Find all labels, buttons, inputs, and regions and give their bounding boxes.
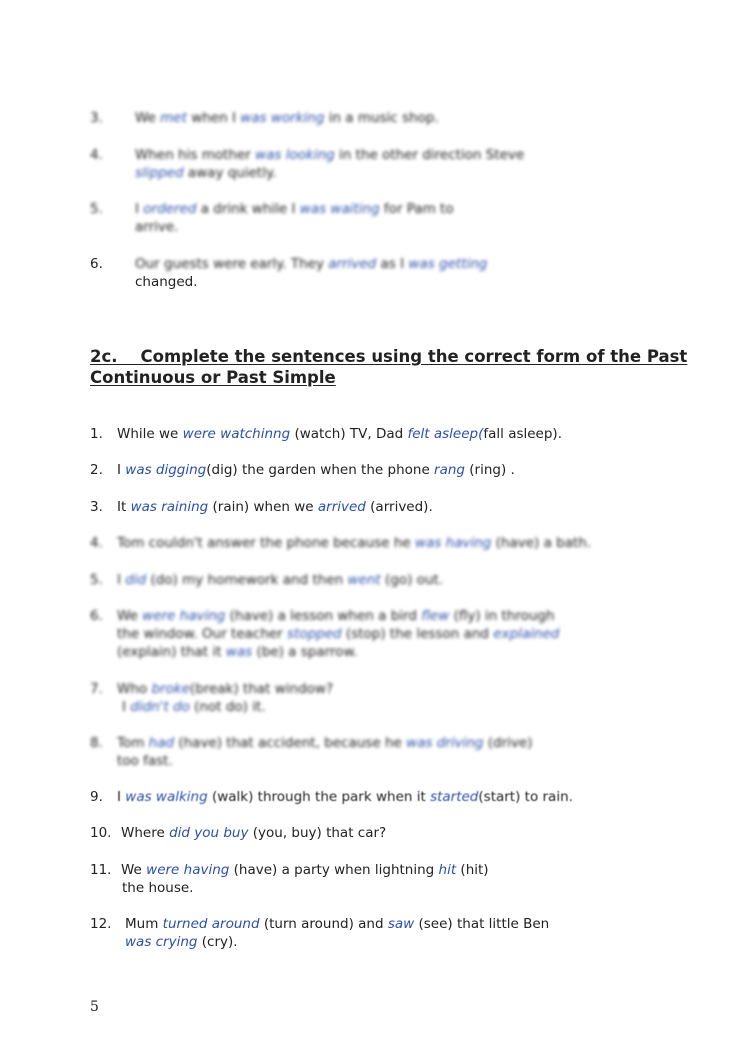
prompt-text: the house. — [122, 880, 194, 896]
prompt-text: Our guests were early. They — [135, 256, 329, 272]
exercise-item-12-continuation — [125, 933, 238, 951]
prompt-text: (start) to rain. — [478, 789, 573, 805]
prompt-text: changed. — [135, 274, 198, 290]
prompt-text: fall asleep). — [483, 426, 562, 442]
sentence-text — [117, 426, 562, 442]
answer-text: met — [160, 110, 187, 126]
answer-text: was working — [240, 110, 325, 126]
answer-text: were watchinng — [182, 426, 291, 442]
prompt-text: (not do) it. — [189, 699, 266, 715]
sentence-text — [121, 862, 489, 878]
answer-text: explained — [493, 626, 560, 642]
heading-line-1: 2c. Complete the sentences using the correct form of the Past — [90, 347, 688, 366]
top-item-6: 6. Our guests were early. They arrived as I was getting — [90, 256, 488, 272]
top-item-4-continuation — [135, 164, 276, 182]
prompt-text: (dig) the garden when the phone — [206, 462, 435, 478]
exercise-item-6: 6. We were having (have) a lesson when a bird flew (fly) in through — [90, 608, 555, 624]
answer-text: did you buy — [169, 825, 249, 841]
top-item-3: 3. We met when I was working in a music shop. — [90, 110, 439, 126]
answer-text: was raining — [130, 499, 209, 515]
exercise-item-6-continuation — [117, 625, 559, 643]
prompt-text: a drink while I — [196, 201, 300, 217]
exercise-item-11: 11. We were having (have) a party when lightning hit (hit) — [90, 862, 489, 878]
answer-text: felt asleep( — [407, 426, 484, 442]
exercise-item-11-continuation — [122, 879, 193, 897]
sentence-text — [135, 147, 524, 163]
prompt-text: arrive. — [135, 219, 179, 235]
answer-text: broke — [151, 681, 190, 697]
prompt-text: (have) a lesson when a bird — [225, 608, 422, 624]
sentence-text — [135, 201, 454, 217]
prompt-text: in the other direction Steve — [334, 147, 525, 163]
prompt-text: I — [122, 699, 131, 715]
answer-text: saw — [387, 916, 415, 932]
prompt-text: (drive) — [483, 735, 533, 751]
answer-text: was getting — [408, 256, 488, 272]
exercise-item-8-continuation — [117, 752, 173, 770]
prompt-text: (go) out. — [380, 572, 444, 588]
answer-text: rang — [434, 462, 465, 478]
prompt-text: Who — [117, 681, 152, 697]
top-item-4: 4. When his mother was looking in the other direction Steve — [90, 147, 525, 163]
answer-text: was having — [415, 535, 492, 551]
exercise-item-1: 1. While we were watchinng (watch) TV, Dad felt asleep(fall asleep). — [90, 426, 562, 442]
answer-text: had — [148, 735, 175, 751]
answer-text: was digging — [125, 462, 207, 478]
answer-text: were having — [146, 862, 230, 878]
prompt-text: I — [117, 572, 126, 588]
exercise-item-5: 5. I did (do) my homework and then went (go) out. — [90, 572, 444, 588]
prompt-text: (have) that accident, because he — [174, 735, 407, 751]
answer-text: didn't do — [130, 699, 190, 715]
prompt-text: While we — [117, 426, 183, 442]
exercise-item-6-continuation-2 — [117, 643, 358, 661]
answer-text: turned around — [162, 916, 260, 932]
prompt-text: Mum — [125, 916, 163, 932]
sentence-text — [117, 735, 532, 751]
sentence-text — [125, 916, 549, 932]
exercise-item-12: 12. Mum turned around (turn around) and saw (see) that little Ben — [90, 916, 550, 932]
sentence-text — [117, 499, 433, 515]
sentence-text — [135, 256, 487, 272]
prompt-text: (be) a sparrow. — [252, 644, 358, 660]
answer-text: flew — [421, 608, 450, 624]
answer-text: stopped — [287, 626, 342, 642]
prompt-text: (break) that window? — [189, 681, 334, 697]
sentence-text — [117, 535, 591, 551]
exercise-item-10: 10. Where did you buy (you, buy) that car? — [90, 825, 387, 841]
prompt-text: the window. Our teacher — [117, 626, 288, 642]
exercise-item-7-continuation — [122, 698, 266, 716]
answer-text: slipped — [135, 165, 184, 181]
answer-text: hit — [438, 862, 457, 878]
exercise-item-8: 8. Tom had (have) that accident, because he was driving (drive) — [90, 735, 533, 751]
prompt-text: When his mother — [135, 147, 256, 163]
sentence-text — [121, 825, 386, 841]
prompt-text: I — [117, 462, 126, 478]
exercise-item-9: 9. I was walking (walk) through the park when it started(start) to rain. — [90, 789, 573, 805]
prompt-text: (ring) . — [465, 462, 515, 478]
prompt-text: in a music shop. — [324, 110, 439, 126]
prompt-text: for Pam to — [379, 201, 454, 217]
prompt-text: (walk) through the park when it — [207, 789, 431, 805]
exercise-item-4: 4. Tom couldn't answer the phone because he was having (have) a bath. — [90, 535, 592, 551]
top-item-5-continuation — [135, 218, 178, 236]
answer-text: was waiting — [299, 201, 380, 217]
exercise-item-3: 3. It was raining (rain) when we arrived (arrived). — [90, 499, 433, 515]
prompt-text: Tom couldn't answer the phone because he — [117, 535, 416, 551]
top-item-6-continuation — [135, 273, 198, 291]
exercise-item-2: 2. I was digging(dig) the garden when the phone rang (ring) . — [90, 462, 515, 478]
prompt-text: (turn around) and — [259, 916, 388, 932]
answer-text: was looking — [255, 147, 335, 163]
sentence-text — [117, 789, 573, 805]
sentence-text — [117, 462, 515, 478]
prompt-text: as I — [376, 256, 409, 272]
answer-text: went — [347, 572, 381, 588]
answer-text: was crying — [125, 934, 198, 950]
prompt-text: when I — [186, 110, 241, 126]
prompt-text: Tom — [117, 735, 149, 751]
prompt-text: (fly) in through — [449, 608, 555, 624]
answer-text: were having — [142, 608, 226, 624]
prompt-text: (stop) the lesson and — [341, 626, 494, 642]
prompt-text: Where — [121, 825, 170, 841]
exercise-heading — [90, 346, 687, 388]
answer-text: did — [125, 572, 147, 588]
prompt-text: (have) a bath. — [491, 535, 592, 551]
answer-text: was driving — [406, 735, 484, 751]
prompt-text: (you, buy) that car? — [248, 825, 387, 841]
heading-line-2: Continuous or Past Simple — [90, 368, 336, 387]
answer-text: was walking — [125, 789, 208, 805]
prompt-text: (cry). — [197, 934, 238, 950]
sentence-text — [117, 681, 333, 697]
prompt-text: away quietly. — [183, 165, 277, 181]
answer-text: started — [430, 789, 479, 805]
prompt-text: (hit) — [456, 862, 489, 878]
answer-text: arrived — [317, 499, 366, 515]
prompt-text: We — [117, 608, 143, 624]
prompt-text: (have) a party when lightning — [229, 862, 439, 878]
answer-text: arrived — [328, 256, 377, 272]
prompt-text: (do) my homework and then — [146, 572, 348, 588]
page-number: 5 — [90, 999, 99, 1015]
prompt-text: We — [135, 110, 161, 126]
prompt-text: (see) that little Ben — [414, 916, 550, 932]
sentence-text — [117, 572, 443, 588]
prompt-text: I — [135, 201, 144, 217]
prompt-text: I — [117, 789, 126, 805]
exercise-item-7: 7. Who broke(break) that window? — [90, 681, 334, 697]
prompt-text: (explain) that it — [117, 644, 226, 660]
prompt-text: (watch) TV, Dad — [290, 426, 408, 442]
top-item-5: 5. I ordered a drink while I was waiting for Pam to — [90, 201, 454, 217]
prompt-text: It — [117, 499, 131, 515]
answer-text: ordered — [143, 201, 197, 217]
prompt-text: We — [121, 862, 147, 878]
prompt-text: (arrived). — [365, 499, 433, 515]
prompt-text: too fast. — [117, 753, 173, 769]
answer-text: was — [225, 644, 253, 660]
prompt-text: (rain) when we — [208, 499, 318, 515]
sentence-text — [135, 110, 439, 126]
sentence-text — [117, 608, 555, 624]
